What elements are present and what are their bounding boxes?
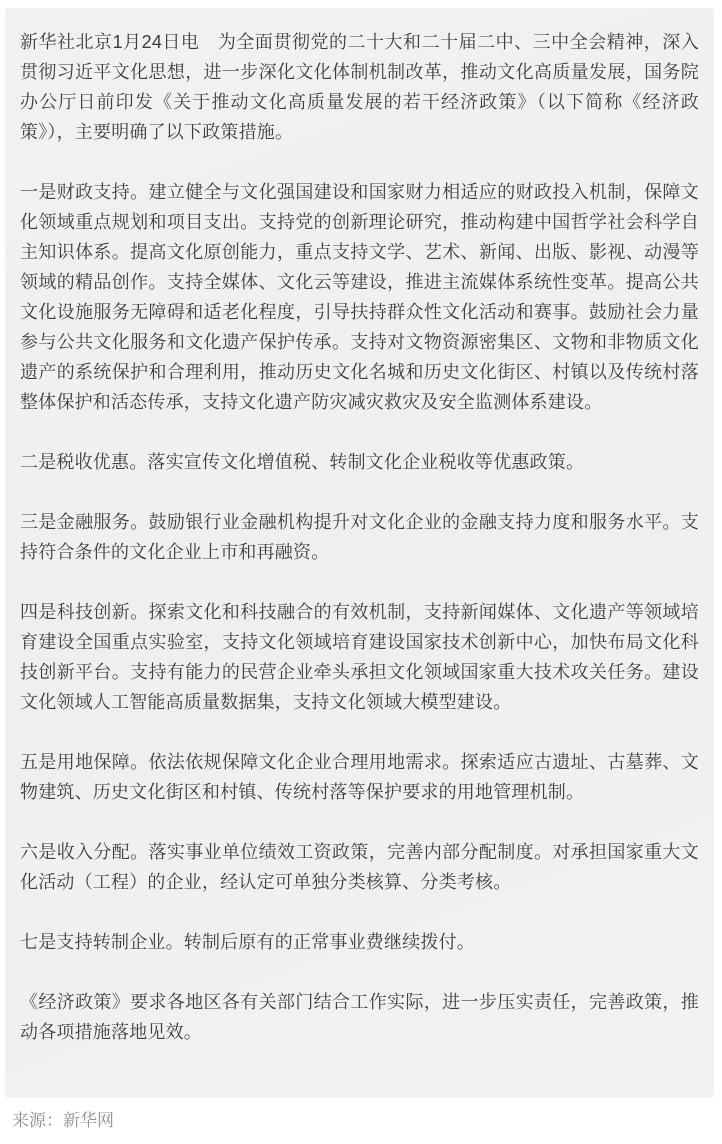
article-paragraph-lead: 新华社北京1月24日电 为全面贯彻党的二十大和二十届二中、三中全会精神，深入贯彻习近平文化思想，进一步深化文化体制机制改革，推动文化高质量发展，国务院办公厅日前印发《关于推动文化高质量发展的若干经济政策》（以下简称《经济政策》），主要明确了以下政策措施。 [20, 32, 699, 142]
article-paragraph-policy-1: 一是财政支持。建立健全与文化强国建设和国家财力相适应的财政投入机制，保障文化领域重点规划和项目支出。支持党的创新理论研究，推动构建中国哲学社会科学自主知识体系。提高文化原创能力，重点支持文学、艺术、新闻、出版、影视、动漫等领域的精品创作。支持全媒体、文化云等建设，推进主流媒体系统性变革。提高公共文化设施服务无障碍和适老化程度，引导扶持群众性文化活动和赛事。鼓励社会力量参与公共文化服务和文化遗产保护传承。支持对文物资源密集区、文物和非物质文化遗产的系统保护和合理利用，推动历史文化名城和历史文化街区、村镇以及传统村落整体保护和活态传承，支持文化遗产防灾减灾救灾及安全监测体系建设。 [20, 182, 699, 412]
article-paragraph-policy-5: 五是用地保障。依法依规保障文化企业合理用地需求。探索适应古遗址、古墓葬、文物建筑、历史文化街区和村镇、传统村落等保护要求的用地管理机制。 [20, 752, 699, 802]
article-paragraph-closing: 《经济政策》要求各地区各有关部门结合工作实际，进一步压实责任，完善政策，推动各项措施落地见效。 [20, 992, 699, 1042]
article-paragraph-policy-4: 四是科技创新。探索文化和科技融合的有效机制，支持新闻媒体、文化遗产等领域培育建设全国重点实验室，支持文化领域培育建设国家技术创新中心，加快布局文化科技创新平台。支持有能力的民营企业牵头承担文化领域国家重大技术攻关任务。建设文化领域人工智能高质量数据集，支持文化领域大模型建设。 [20, 602, 699, 712]
source-attribution: 来源：新华网 [12, 1111, 114, 1130]
article-paragraph-policy-3: 三是金融服务。鼓励银行业金融机构提升对文化企业的金融支持力度和服务水平。支持符合条件的文化企业上市和再融资。 [20, 512, 699, 562]
article-body [20, 27, 699, 1047]
article-paragraph-policy-6: 六是收入分配。落实事业单位绩效工资政策，完善内部分配制度。对承担国家重大文化活动（工程）的企业，经认定可单独分类核算、分类考核。 [20, 842, 699, 892]
article-paragraph-policy-7: 七是支持转制企业。转制后原有的正常事业费继续拨付。 [20, 932, 475, 952]
article-content-card [5, 8, 714, 1098]
article-paragraph-policy-2: 二是税收优惠。落实宣传文化增值税、转制文化企业税收等优惠政策。 [20, 452, 585, 472]
